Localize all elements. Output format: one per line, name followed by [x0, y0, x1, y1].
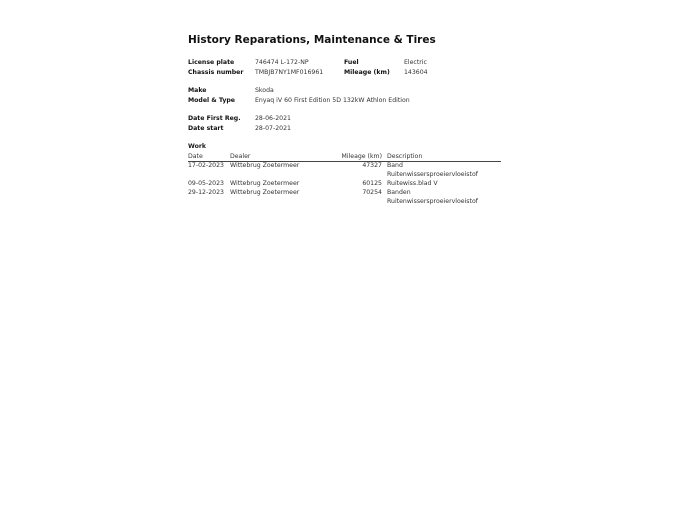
info-row-model	[188, 96, 498, 106]
license-plate-value: 746474 L-172-NP	[255, 59, 309, 66]
first-reg-label: Date First Reg.	[188, 115, 241, 122]
work-section-title: Work	[188, 143, 207, 150]
row-date: 29-12-2023	[188, 189, 224, 196]
info-row-license	[188, 58, 498, 68]
col-date-header: Date	[188, 152, 230, 162]
info-row-chassis	[188, 68, 498, 78]
date-start-label: Date start	[188, 125, 224, 132]
fuel-label: Fuel	[344, 59, 359, 66]
info-row-first-reg	[188, 114, 498, 124]
make-value: Skoda	[255, 87, 274, 94]
row-dealer: Wittebrug Zoetermeer	[230, 162, 300, 169]
row-mileage: 60125	[362, 180, 382, 187]
row-dealer: Wittebrug Zoetermeer	[230, 189, 300, 196]
work-table-header	[188, 152, 501, 162]
row-dealer	[230, 198, 325, 207]
table-row	[188, 180, 501, 189]
first-reg-value: 28-06-2021	[255, 115, 291, 122]
row-description: Banden	[387, 189, 411, 196]
row-date	[188, 171, 230, 180]
table-row	[188, 189, 501, 198]
model-label: Model & Type	[188, 97, 236, 104]
row-dealer	[230, 171, 325, 180]
col-dealer-header: Dealer	[230, 152, 325, 162]
model-value: Enyaq iV 60 First Edition 5D 132kW Athlon Edition	[255, 97, 410, 104]
row-mileage	[325, 198, 387, 207]
row-mileage	[325, 171, 387, 180]
chassis-label: Chassis number	[188, 69, 244, 76]
col-mileage-header: Mileage (km)	[325, 152, 387, 162]
col-description-header: Description	[387, 152, 501, 162]
table-row	[188, 171, 501, 180]
info-row-start	[188, 124, 498, 134]
info-row-make	[188, 86, 498, 96]
chassis-value: TMBJB7NY1MF016961	[255, 69, 324, 76]
mileage-value: 143604	[404, 69, 428, 76]
row-date: 17-02-2023	[188, 162, 224, 169]
date-start-value: 28-07-2021	[255, 125, 291, 132]
row-mileage: 47327	[362, 162, 382, 169]
vehicle-info	[188, 58, 498, 134]
table-row	[188, 198, 501, 207]
license-plate-label: License plate	[188, 59, 235, 66]
row-description: Ruitenwissersproeiervloeistof	[387, 198, 478, 205]
work-table	[188, 152, 501, 207]
row-description: Band	[387, 162, 403, 169]
fuel-value: Electric	[404, 59, 427, 66]
row-dealer: Wittebrug Zoetermeer	[230, 180, 300, 187]
table-row	[188, 162, 501, 172]
row-mileage: 70254	[362, 189, 382, 196]
row-description: Ruitewiss.blad V	[387, 180, 438, 187]
row-date: 09-05-2023	[188, 180, 224, 187]
make-label: Make	[188, 87, 207, 94]
history-document	[188, 34, 498, 207]
page-title: History Reparations, Maintenance & Tires	[188, 34, 436, 46]
mileage-label: Mileage (km)	[344, 69, 390, 76]
row-date	[188, 198, 230, 207]
row-description: Ruitenwissersproeiervloeistof	[387, 171, 478, 178]
